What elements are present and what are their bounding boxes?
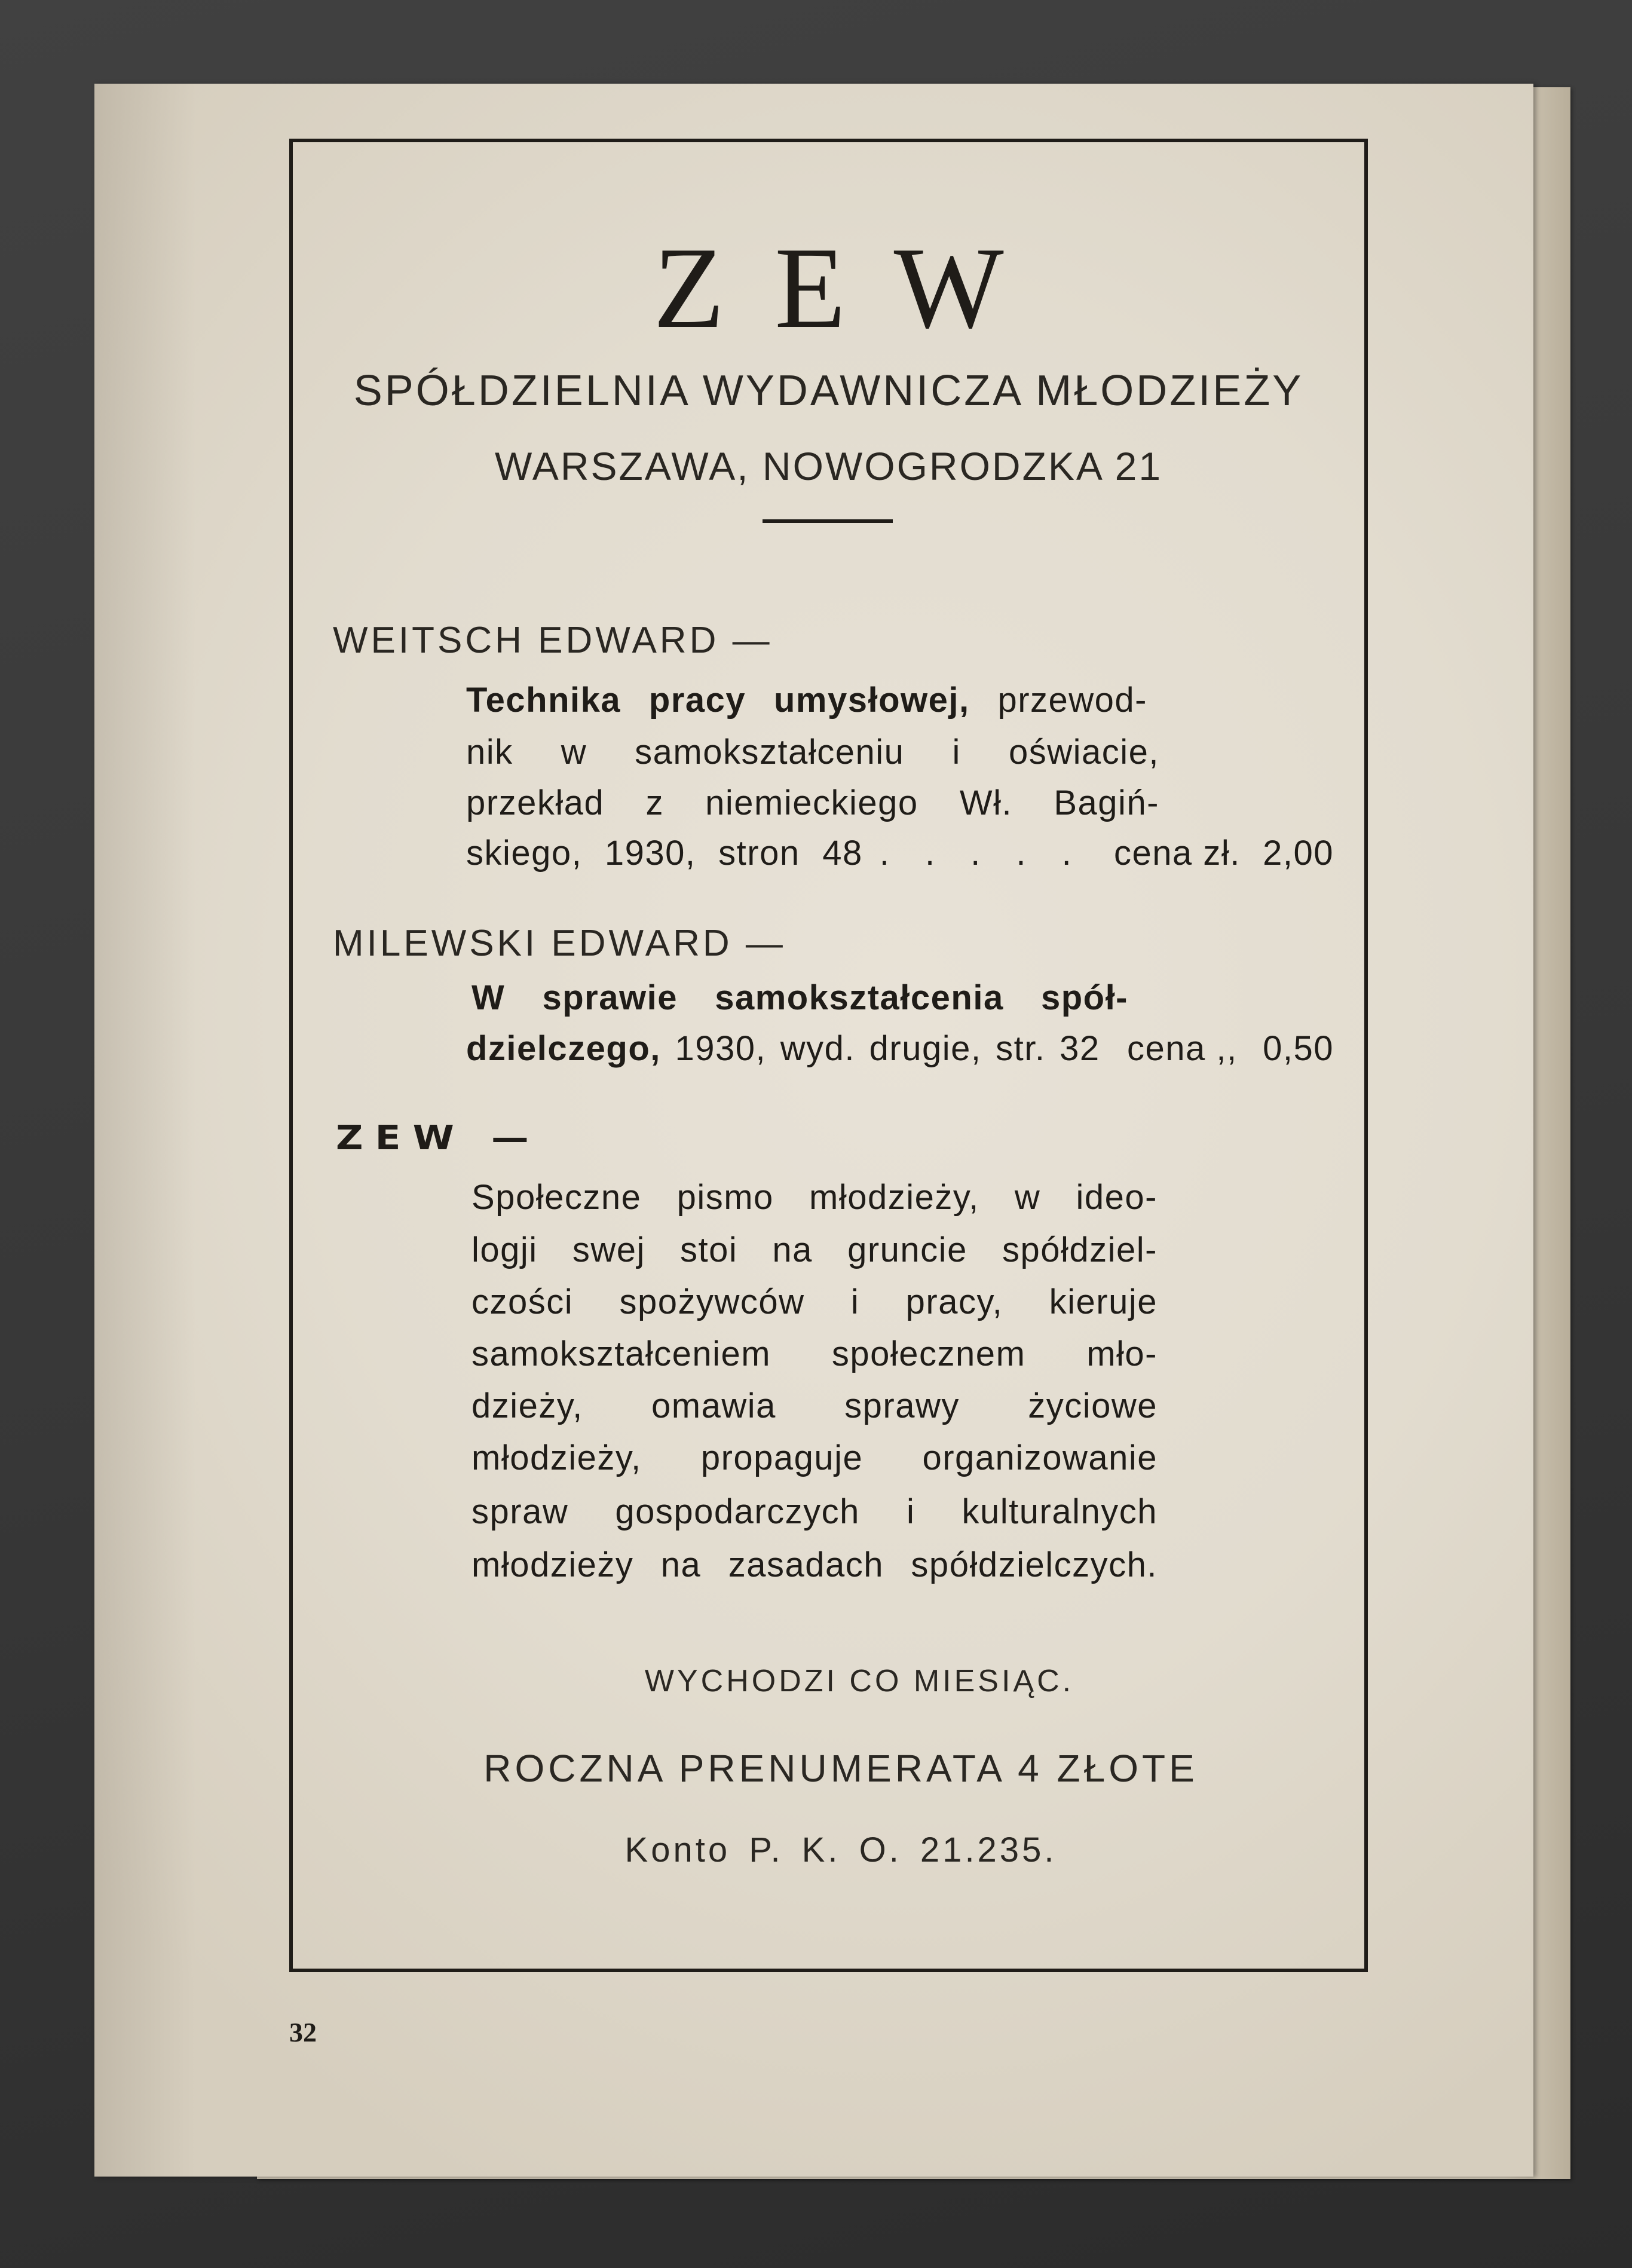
periodical-text-line: czości spożywców i pracy, kieruje bbox=[471, 1283, 1158, 1321]
price-value: 0,50 bbox=[1263, 1029, 1334, 1068]
periodical-text-line: dzieży, omawia sprawy życiowe bbox=[471, 1386, 1158, 1425]
dot-leaders: . . . . . bbox=[879, 834, 1085, 873]
page-number: 32 bbox=[289, 2017, 317, 2047]
entry-title-rest: przewod- bbox=[997, 681, 1147, 720]
periodical-heading: ZEW — bbox=[336, 1119, 541, 1158]
periodical-text-line: młodzieży, propaguje organizowanie bbox=[471, 1438, 1158, 1477]
publisher-title: Z E W bbox=[653, 224, 1015, 353]
header-divider bbox=[763, 519, 893, 523]
entry-details: 1930, wyd. drugie, str. 32 bbox=[675, 1029, 1100, 1068]
entry-author: MILEWSKI EDWARD — bbox=[333, 923, 786, 964]
page-spine-shadow bbox=[94, 84, 196, 2177]
price-label: cena ,, bbox=[1127, 1029, 1238, 1068]
periodical-text-line: samokształceniem społecznem mło- bbox=[471, 1335, 1158, 1373]
subscription-price: ROCZNA PRENUMERATA 4 ZŁOTE bbox=[483, 1747, 1198, 1790]
publisher-address: WARSZAWA, NOWOGRODZKA 21 bbox=[494, 444, 1163, 488]
periodical-text-line: Społeczne pismo młodzieży, w ideo- bbox=[471, 1178, 1158, 1217]
entry-price-line bbox=[466, 1029, 1334, 1068]
price-label: cena zł. bbox=[1114, 834, 1241, 873]
entry-details: skiego, 1930, stron 48 bbox=[466, 834, 863, 873]
publication-frequency: WYCHODZI CO MIESIĄC. bbox=[644, 1664, 1074, 1698]
bank-account: Konto P. K. O. 21.235. bbox=[624, 1831, 1057, 1869]
periodical-text-line: spraw gospodarczych i kulturalnych bbox=[471, 1492, 1158, 1531]
entry-title-line: W sprawie samokształcenia spół- bbox=[471, 978, 1128, 1017]
entry-price-line-text bbox=[466, 1029, 1100, 1068]
entry-title-bold: dzielczego, bbox=[466, 1029, 661, 1068]
entry-price-line-text bbox=[466, 836, 1085, 871]
entry-price-line bbox=[466, 836, 1334, 871]
publisher-subtitle: SPÓŁDZIELNIA WYDAWNICZA MŁODZIEŻY bbox=[353, 367, 1304, 415]
entry-title-bold: Technika pracy umysłowej, bbox=[466, 681, 970, 720]
price-value: 2,00 bbox=[1263, 834, 1334, 873]
entry-author: WEITSCH EDWARD — bbox=[333, 620, 773, 661]
periodical-text-line: logji swej stoi na gruncie spółdziel- bbox=[471, 1231, 1158, 1269]
entry-description-line: przekład z niemieckiego Wł. Bagiń- bbox=[466, 783, 1159, 822]
entry-title-line bbox=[466, 683, 1147, 718]
periodical-text-line: młodzieży na zasadach spółdzielczych. bbox=[471, 1545, 1158, 1584]
entry-description-line: nik w samokształceniu i oświacie, bbox=[466, 733, 1159, 772]
